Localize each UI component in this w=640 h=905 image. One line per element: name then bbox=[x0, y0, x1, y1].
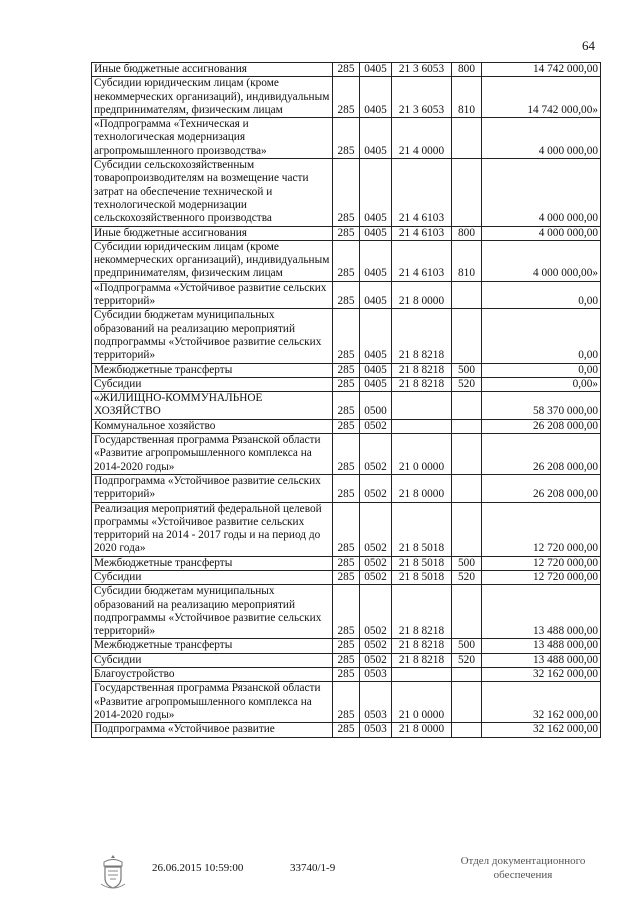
cell-target-article: 21 0 0000 bbox=[392, 682, 452, 723]
cell-admin-code: 285 bbox=[333, 570, 360, 584]
table-body bbox=[92, 63, 601, 738]
cell-amount: 12 720 000,00 bbox=[482, 570, 601, 584]
cell-admin-code: 285 bbox=[333, 377, 360, 391]
table-row bbox=[92, 63, 601, 77]
cell-name: Подпрограмма «Устойчивое развитие bbox=[92, 723, 333, 737]
cell-expense-type: 520 bbox=[452, 653, 482, 667]
cell-name: Государственная программа Рязанской области «Развитие агропромышленного комплекса на 2014-2020 годы» bbox=[92, 682, 333, 723]
cell-expense-type: 800 bbox=[452, 226, 482, 240]
table-row bbox=[92, 77, 601, 118]
cell-section-code: 0502 bbox=[360, 570, 392, 584]
table-row bbox=[92, 639, 601, 653]
cell-name: Субсидии bbox=[92, 653, 333, 667]
cell-admin-code: 285 bbox=[333, 653, 360, 667]
cell-expense-type bbox=[452, 281, 482, 309]
cell-admin-code: 285 bbox=[333, 281, 360, 309]
table-row bbox=[92, 159, 601, 226]
table-row bbox=[92, 668, 601, 682]
cell-admin-code: 285 bbox=[333, 392, 360, 420]
cell-amount: 4 000 000,00 bbox=[482, 159, 601, 226]
cell-name: Межбюджетные трансферты bbox=[92, 363, 333, 377]
table-row bbox=[92, 226, 601, 240]
cell-section-code: 0405 bbox=[360, 118, 392, 159]
cell-amount: 26 208 000,00 bbox=[482, 434, 601, 475]
cell-admin-code: 285 bbox=[333, 668, 360, 682]
cell-amount: 0,00 bbox=[482, 363, 601, 377]
cell-target-article: 21 8 8218 bbox=[392, 653, 452, 667]
cell-amount: 4 000 000,00 bbox=[482, 118, 601, 159]
cell-admin-code: 285 bbox=[333, 363, 360, 377]
cell-expense-type bbox=[452, 585, 482, 639]
cell-name: Государственная программа Рязанской области «Развитие агропромышленного комплекса на 2014-2020 годы» bbox=[92, 434, 333, 475]
cell-section-code: 0502 bbox=[360, 434, 392, 475]
cell-amount: 4 000 000,00» bbox=[482, 240, 601, 281]
cell-amount: 32 162 000,00 bbox=[482, 668, 601, 682]
cell-expense-type bbox=[452, 309, 482, 363]
cell-section-code: 0502 bbox=[360, 653, 392, 667]
table-row bbox=[92, 118, 601, 159]
cell-name: Субсидии bbox=[92, 570, 333, 584]
stamp-line-1: Отдел документационного bbox=[460, 855, 586, 867]
cell-amount: 26 208 000,00 bbox=[482, 474, 601, 502]
cell-admin-code: 285 bbox=[333, 556, 360, 570]
table-row bbox=[92, 392, 601, 420]
cell-name: «Подпрограмма «Техническая и технологическая модернизация агропромышленного производства» bbox=[92, 118, 333, 159]
cell-amount: 4 000 000,00 bbox=[482, 226, 601, 240]
cell-section-code: 0500 bbox=[360, 392, 392, 420]
cell-name: Реализация мероприятий федеральной целевой программы «Устойчивое развитие сельских территорий на 2014 - 2017 годы и на период до 2020 года» bbox=[92, 502, 333, 556]
cell-admin-code: 285 bbox=[333, 118, 360, 159]
cell-section-code: 0503 bbox=[360, 723, 392, 737]
cell-expense-type bbox=[452, 159, 482, 226]
cell-target-article: 21 8 8218 bbox=[392, 363, 452, 377]
cell-expense-type bbox=[452, 118, 482, 159]
page-number: 64 bbox=[582, 38, 595, 53]
cell-section-code: 0502 bbox=[360, 419, 392, 433]
budget-table bbox=[91, 62, 601, 738]
footer-doc-id: 33740/1-9 bbox=[290, 862, 336, 874]
cell-amount: 0,00 bbox=[482, 281, 601, 309]
cell-section-code: 0405 bbox=[360, 309, 392, 363]
cell-admin-code: 285 bbox=[333, 639, 360, 653]
coat-of-arms-icon bbox=[98, 854, 128, 890]
cell-amount: 32 162 000,00 bbox=[482, 723, 601, 737]
cell-target-article: 21 8 8218 bbox=[392, 377, 452, 391]
cell-section-code: 0405 bbox=[360, 63, 392, 77]
cell-amount: 12 720 000,00 bbox=[482, 556, 601, 570]
table-row bbox=[92, 585, 601, 639]
cell-amount: 58 370 000,00 bbox=[482, 392, 601, 420]
table-row bbox=[92, 281, 601, 309]
cell-amount: 12 720 000,00 bbox=[482, 502, 601, 556]
cell-target-article: 21 0 0000 bbox=[392, 434, 452, 475]
cell-section-code: 0502 bbox=[360, 556, 392, 570]
cell-target-article: 21 8 8218 bbox=[392, 585, 452, 639]
cell-expense-type: 800 bbox=[452, 63, 482, 77]
table-row bbox=[92, 377, 601, 391]
footer-date: 26.06.2015 10:59:00 bbox=[152, 862, 244, 874]
cell-section-code: 0405 bbox=[360, 240, 392, 281]
cell-target-article bbox=[392, 668, 452, 682]
cell-admin-code: 285 bbox=[333, 159, 360, 226]
cell-target-article: 21 8 5018 bbox=[392, 556, 452, 570]
cell-name: Иные бюджетные ассигнования bbox=[92, 63, 333, 77]
cell-admin-code: 285 bbox=[333, 77, 360, 118]
cell-name: Субсидии bbox=[92, 377, 333, 391]
cell-admin-code: 285 bbox=[333, 63, 360, 77]
table-row bbox=[92, 434, 601, 475]
stamp-line-2: обеспечения bbox=[493, 869, 553, 881]
department-stamp bbox=[448, 854, 598, 882]
cell-name: Субсидии юридическим лицам (кроме некоммерческих организаций), индивидуальным предпринимателям, физическим лицам bbox=[92, 77, 333, 118]
cell-name: Субсидии бюджетам муниципальных образований на реализацию мероприятий подпрограммы «Устойчивое развитие сельских территорий» bbox=[92, 309, 333, 363]
cell-expense-type: 810 bbox=[452, 77, 482, 118]
cell-name: «Подпрограмма «Устойчивое развитие сельских территорий» bbox=[92, 281, 333, 309]
cell-expense-type: 810 bbox=[452, 240, 482, 281]
cell-admin-code: 285 bbox=[333, 502, 360, 556]
cell-amount: 13 488 000,00 bbox=[482, 639, 601, 653]
cell-admin-code: 285 bbox=[333, 723, 360, 737]
table-row bbox=[92, 363, 601, 377]
table-row bbox=[92, 556, 601, 570]
cell-expense-type bbox=[452, 419, 482, 433]
cell-target-article: 21 3 6053 bbox=[392, 63, 452, 77]
cell-amount: 13 488 000,00 bbox=[482, 653, 601, 667]
cell-target-article: 21 4 6103 bbox=[392, 159, 452, 226]
cell-section-code: 0503 bbox=[360, 668, 392, 682]
cell-section-code: 0405 bbox=[360, 363, 392, 377]
cell-name: Коммунальное хозяйство bbox=[92, 419, 333, 433]
cell-admin-code: 285 bbox=[333, 309, 360, 363]
table-row bbox=[92, 502, 601, 556]
cell-section-code: 0405 bbox=[360, 159, 392, 226]
table-row bbox=[92, 653, 601, 667]
cell-amount: 14 742 000,00 bbox=[482, 63, 601, 77]
cell-target-article: 21 4 6103 bbox=[392, 240, 452, 281]
cell-amount: 26 208 000,00 bbox=[482, 419, 601, 433]
cell-expense-type: 520 bbox=[452, 377, 482, 391]
cell-section-code: 0405 bbox=[360, 226, 392, 240]
cell-amount: 32 162 000,00 bbox=[482, 682, 601, 723]
cell-amount: 14 742 000,00» bbox=[482, 77, 601, 118]
cell-expense-type: 520 bbox=[452, 570, 482, 584]
cell-expense-type bbox=[452, 502, 482, 556]
cell-name: Межбюджетные трансферты bbox=[92, 639, 333, 653]
cell-target-article: 21 8 0000 bbox=[392, 723, 452, 737]
cell-admin-code: 285 bbox=[333, 434, 360, 475]
cell-section-code: 0502 bbox=[360, 502, 392, 556]
cell-name: Субсидии юридическим лицам (кроме некоммерческих организаций), индивидуальным предпринимателям, физическим лицам bbox=[92, 240, 333, 281]
cell-expense-type: 500 bbox=[452, 639, 482, 653]
cell-admin-code: 285 bbox=[333, 419, 360, 433]
cell-expense-type: 500 bbox=[452, 363, 482, 377]
cell-admin-code: 285 bbox=[333, 682, 360, 723]
cell-name: Межбюджетные трансферты bbox=[92, 556, 333, 570]
cell-name: Субсидии сельскохозяйственным товаропроизводителям на возмещение части затрат на обеспечение технической и технологической модернизации сельскохозяйственного производства bbox=[92, 159, 333, 226]
cell-name: Субсидии бюджетам муниципальных образований на реализацию мероприятий подпрограммы «Устойчивое развитие сельских территорий» bbox=[92, 585, 333, 639]
cell-section-code: 0502 bbox=[360, 474, 392, 502]
footer bbox=[0, 852, 640, 902]
cell-expense-type: 500 bbox=[452, 556, 482, 570]
table-row bbox=[92, 570, 601, 584]
cell-target-article: 21 8 8218 bbox=[392, 309, 452, 363]
cell-section-code: 0503 bbox=[360, 682, 392, 723]
table-row bbox=[92, 419, 601, 433]
cell-admin-code: 285 bbox=[333, 226, 360, 240]
table-row bbox=[92, 240, 601, 281]
cell-target-article bbox=[392, 392, 452, 420]
cell-amount: 0,00 bbox=[482, 309, 601, 363]
cell-target-article: 21 8 5018 bbox=[392, 570, 452, 584]
cell-expense-type bbox=[452, 668, 482, 682]
cell-admin-code: 285 bbox=[333, 474, 360, 502]
cell-target-article: 21 4 0000 bbox=[392, 118, 452, 159]
cell-target-article: 21 4 6103 bbox=[392, 226, 452, 240]
table-row bbox=[92, 723, 601, 737]
cell-section-code: 0405 bbox=[360, 377, 392, 391]
cell-expense-type bbox=[452, 682, 482, 723]
cell-amount: 0,00» bbox=[482, 377, 601, 391]
cell-admin-code: 285 bbox=[333, 585, 360, 639]
cell-expense-type bbox=[452, 392, 482, 420]
cell-admin-code: 285 bbox=[333, 240, 360, 281]
cell-target-article: 21 8 0000 bbox=[392, 281, 452, 309]
cell-expense-type bbox=[452, 474, 482, 502]
cell-section-code: 0405 bbox=[360, 77, 392, 118]
cell-target-article: 21 8 8218 bbox=[392, 639, 452, 653]
cell-name: «ЖИЛИЩНО-КОММУНАЛЬНОЕ ХОЗЯЙСТВО bbox=[92, 392, 333, 420]
cell-target-article: 21 8 5018 bbox=[392, 502, 452, 556]
cell-expense-type bbox=[452, 723, 482, 737]
cell-section-code: 0405 bbox=[360, 281, 392, 309]
cell-target-article: 21 8 0000 bbox=[392, 474, 452, 502]
cell-section-code: 0502 bbox=[360, 585, 392, 639]
table-row bbox=[92, 474, 601, 502]
cell-name: Подпрограмма «Устойчивое развитие сельских территорий» bbox=[92, 474, 333, 502]
cell-expense-type bbox=[452, 434, 482, 475]
table-row bbox=[92, 309, 601, 363]
table-row bbox=[92, 682, 601, 723]
cell-target-article bbox=[392, 419, 452, 433]
cell-amount: 13 488 000,00 bbox=[482, 585, 601, 639]
cell-name: Иные бюджетные ассигнования bbox=[92, 226, 333, 240]
cell-target-article: 21 3 6053 bbox=[392, 77, 452, 118]
cell-name: Благоустройство bbox=[92, 668, 333, 682]
cell-section-code: 0502 bbox=[360, 639, 392, 653]
